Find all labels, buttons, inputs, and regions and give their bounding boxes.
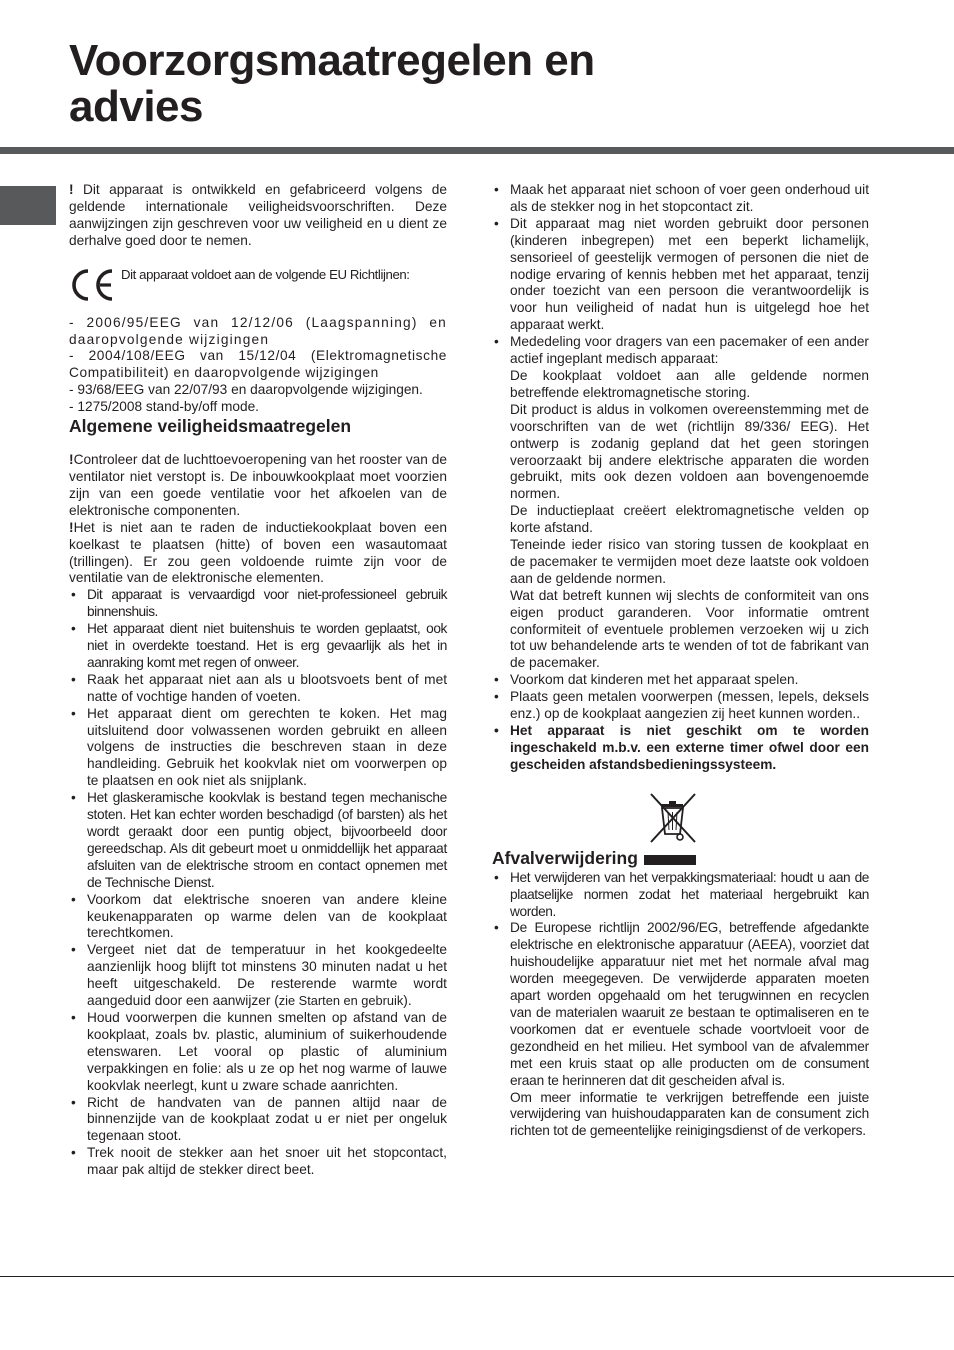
intro-text: Dit apparaat is ontwikkeld en gefabriceerd volgens de geldende internationale veiligheidsvoorschriften. Deze aanwijzingen zijn geschreven voor uw veiligheid en u dient ze derhalve goed door te nemen. bbox=[69, 182, 447, 248]
pacemaker-paragraph: Teneinde ieder risico van storing tussen de kookplaat en de pacemaker te vermijden moet deze laatste ook voldoen aan de geldende normen. bbox=[510, 537, 869, 586]
directive-item: - 1275/2008 stand-by/off mode. bbox=[69, 399, 259, 415]
safety-paragraph-text: Het is niet aan te raden de inductiekookplaat boven een koelkast te plaatsen (hitte) of boven een wasautomaat (trillingen). Er zou geen voldoende ruimte zijn voor de ventilatie van de elektronische elementen. bbox=[69, 519, 447, 586]
list-item: • Dit apparaat mag niet worden gebruikt door personen (kinderen inbegrepen) met een beperkt lichamelijk, sensorieel of geestelijk vermogen of personen die niet de nodige ervaring of kennis hebben met het apparaat, tenzij onder toezicht van een persoon die verantwoordelijk is voor hun veiligheid of nadat hun is uitgelegd hoe het apparaat werkt. bbox=[492, 216, 869, 334]
intro-paragraph bbox=[69, 182, 447, 250]
warning-mark: ! bbox=[69, 182, 74, 197]
weee-directive-text: • De Europese richtlijn 2002/96/EG, betreffende afgedankte elektrische en elektronische apparatuur (AEEA), voorziet dat huishoudelijke apparatuur niet met het normale afval mag worden meegegeven. De verwijderde apparaten moeten apart worden opgehaald om het terugwinnen en recyclen van de materialen waaruit ze bestaan te optimaliseren en te voorkomen dat er eventuele schade voortvloeit voor de gezondheid en het milieu. Het symbool van de afvalemmer met een kruis staat op alle producten om de consument eraan te herinneren dat dit gescheiden afval is. bbox=[510, 920, 869, 1088]
ce-mark-icon bbox=[69, 265, 117, 305]
timer-warning-item: • Het apparaat is niet geschikt om te worden ingeschakeld m.b.v. een externe timer ofwel door een gescheiden afstandsbedieningssysteem. bbox=[492, 723, 869, 774]
page-title bbox=[69, 38, 595, 130]
safety-heading: Algemene veiligheidsmaatregelen bbox=[69, 416, 352, 437]
list-item: • Het apparaat dient om gerechten te koken. Het mag uitsluitend door volwassenen worden gebruikt en alleen volgens de instructies die beschreven staan in deze handleiding. Gebruik het kookvlak niet om voorwerpen op te plaatsen en ook niet als snijplank. bbox=[69, 706, 447, 791]
safety-body bbox=[69, 452, 447, 1179]
safety-paragraph bbox=[69, 520, 447, 588]
directive-item: - 2006/95/EEG van 12/12/06 (Laagspanning) en daaropvolgende wijzigingen bbox=[69, 314, 447, 347]
waste-body bbox=[492, 870, 869, 1141]
list-item bbox=[69, 942, 447, 1010]
waste-heading: Afvalverwijdering bbox=[492, 847, 638, 868]
list-item: • Richt de handvaten van de pannen altijd naar de binnenzijde van de kookplaat zodat u er niet per ongeluk tegenaan stoot. bbox=[69, 1095, 447, 1146]
waste-heading-row bbox=[492, 848, 869, 868]
list-item: • Plaats geen metalen voorwerpen (messen, lepels, deksels enz.) op de kookplaat aangezien zij heet kunnen worden.. bbox=[492, 689, 869, 723]
left-column bbox=[69, 182, 447, 1179]
heading-bar bbox=[644, 855, 696, 865]
safety-bullet-list-continued bbox=[492, 182, 869, 774]
directive-item: - 2004/108/EEG van 15/12/04 (Elektromagnetische Compatibiliteit) en daaropvolgende wijzigingen bbox=[69, 348, 447, 381]
page-title-line-2: advies bbox=[69, 82, 203, 131]
weee-symbol-area bbox=[492, 792, 869, 844]
directive-item: - 93/68/EEG van 22/07/93 en daaropvolgende wijzigingen. bbox=[69, 382, 423, 398]
list-item: • Voorkom dat elektrische snoeren van andere kleine keukenapparaten op warme delen van de kookplaat terechtkomen. bbox=[69, 892, 447, 943]
ce-statement: Dit apparaat voldoet aan de volgende EU Richtlijnen: bbox=[121, 266, 410, 282]
pacemaker-paragraph: Wat dat betreft kunnen wij slechts de conformiteit van ons eigen product garanderen. Voor informatie omtrent conformiteit of eventuele problemen verzoeken wij u zich tot uw behandelende arts te wenden of tot de fabrikant van de pacemaker. bbox=[510, 587, 869, 671]
pacemaker-paragraph: De kookplaat voldoet aan alle geldende normen betreffende elektromagnetische storing. bbox=[510, 367, 869, 400]
pacemaker-item bbox=[492, 334, 869, 672]
pacemaker-paragraph: Dit product is aldus in volkomen overeenstemming met de voorschriften van de wet (richtlijn 89/336/ EEG). Het ontwerp is zodanig gepland dat het geen storingen veroorzaakt bij andere elektrische apparaten die worden gebruikt, mits ook dezen voldoen aan bovengenoemde normen. bbox=[510, 401, 869, 502]
cross-reference: zie Starten en gebruik bbox=[278, 993, 404, 1009]
list-item: • Het verwijderen van het verpakkingsmateriaal: houdt u aan de plaatselijke normen zodat het materiaal hergebruikt kan worden. bbox=[492, 870, 869, 921]
directive-list bbox=[69, 315, 447, 416]
list-item-text-end: ). bbox=[403, 993, 412, 1009]
safety-paragraph-text: Controleer dat de luchttoevoeropening van het rooster van de ventilator niet verstopt is. De inbouwkookplaat moet voorzien zijn van een goede ventilatie voor het afkoelen van de elektronische componenten. bbox=[69, 452, 447, 518]
pacemaker-paragraph: De inductieplaat creëert elektromagnetische velden op korte afstand. bbox=[510, 503, 869, 536]
warning-mark: ! bbox=[69, 519, 74, 535]
warning-mark: ! bbox=[69, 452, 74, 468]
list-item: • Houd voorwerpen die kunnen smelten op afstand van de kookplaat, zoals bv. plastic, aluminium of suikerhoudende etenswaren. Let vooral op plastic of aluminium verpakkingen en folie: als u ze op het nog warme of lauwe kookvlak neerlegt, kunt u zware schade aanrichten. bbox=[69, 1010, 447, 1095]
waste-closing-text: Om meer informatie te verkrijgen betreffende een juiste verwijdering van huishoudapparaten kan de consument zich richten tot de gemeentelijke reinigingsdienst of de verkopers. bbox=[510, 1089, 869, 1139]
crossed-out-wheelie-bin-icon bbox=[647, 792, 699, 846]
ce-compliance bbox=[69, 265, 447, 305]
safety-paragraph bbox=[69, 452, 447, 520]
list-item: • Trek nooit de stekker aan het snoer uit het stopcontact, maar pak altijd de stekker direct beet. bbox=[69, 1145, 447, 1179]
list-item: • Raak het apparaat niet aan als u blootsvoets bent of met natte of vochtige handen of voeten. bbox=[69, 672, 447, 706]
title-rule bbox=[0, 147, 954, 154]
list-item: • Het apparaat dient niet buitenshuis te worden geplaatst, ook niet in overdekte toestand. Het is erg gevaarlijk als het in aanraking komt met regen of onweer. bbox=[69, 621, 447, 672]
language-tab-marker bbox=[0, 186, 56, 225]
list-item: • Voorkom dat kinderen met het apparaat spelen. bbox=[492, 672, 869, 689]
waste-bullet-list bbox=[492, 870, 869, 1141]
list-item bbox=[492, 920, 869, 1140]
footer-rule bbox=[0, 1276, 954, 1277]
list-item: • Het glaskeramische kookvlak is bestand tegen mechanische stoten. Het kan echter worden beschadigd (of barsten) als het wordt geraakt door een puntig object, bijvoorbeeld door gereedschap. Als dit gebeurt moet u onmiddellijk het apparaat afsluiten van de elektrische stroom en contact opnemen met de Technische Dienst. bbox=[69, 790, 447, 891]
pacemaker-intro: • Mededeling voor dragers van een pacemaker of een ander actief ingeplant medisch apparaat: bbox=[510, 334, 869, 367]
list-item: • Maak het apparaat niet schoon of voer geen onderhoud uit als de stekker nog in het stopcontact zit. bbox=[492, 182, 869, 216]
page-title-line-1: Voorzorgsmaatregelen en bbox=[69, 36, 595, 85]
right-column bbox=[492, 182, 869, 1140]
list-item-text: Vergeet niet dat de temperatuur in het kookgedeelte aanzienlijk hoog blijft tot minstens 30 minuten nadat u het heeft uitgeschakeld. De resterende warmte wordt aangeduid door een aanwijzer ( bbox=[87, 942, 447, 1009]
list-item: • Dit apparaat is vervaardigd voor niet-professioneel gebruik binnenshuis. bbox=[69, 587, 447, 621]
safety-bullet-list bbox=[69, 587, 447, 1179]
